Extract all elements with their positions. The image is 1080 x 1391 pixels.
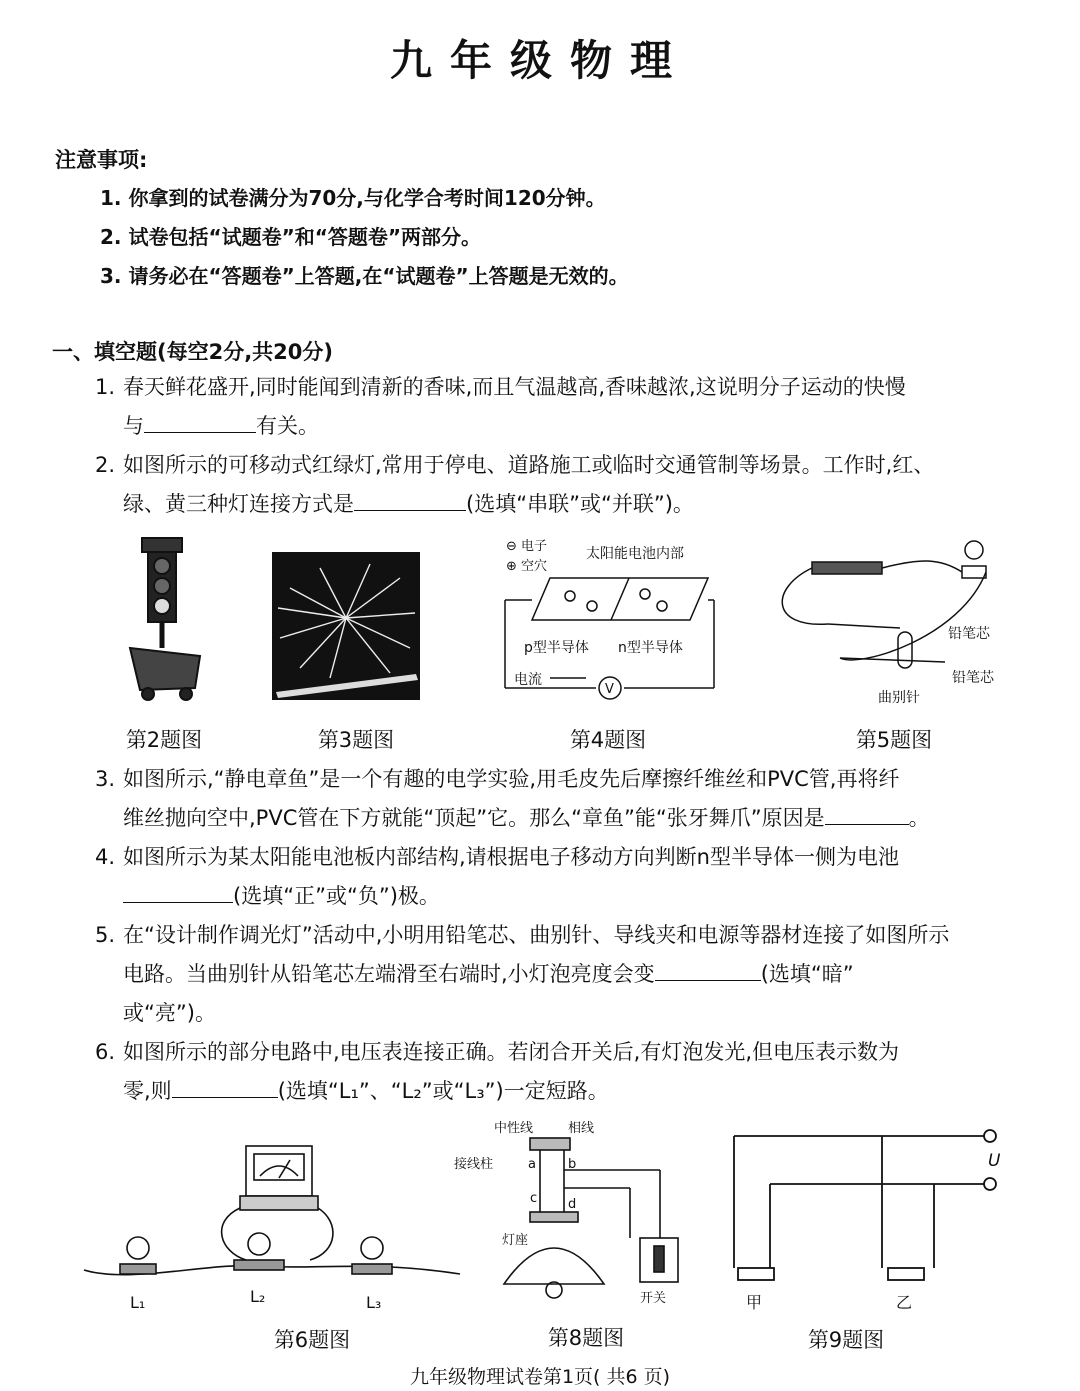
q6-line2a: 零,则 bbox=[123, 1079, 172, 1103]
solar-cell-figure bbox=[505, 538, 714, 699]
q6-answer-blank[interactable] bbox=[172, 1075, 278, 1098]
fig4-current-label: 电流 bbox=[514, 672, 542, 688]
question-6 bbox=[95, 1033, 1015, 1111]
fig8-switch-label: 开关 bbox=[640, 1291, 667, 1306]
q4-num: 4. bbox=[95, 845, 116, 869]
fig9-caption: 第9题图 bbox=[807, 1328, 885, 1352]
q5-answer-blank[interactable] bbox=[655, 958, 761, 981]
figures-row-2 bbox=[70, 1112, 1030, 1322]
parallel-loads-figure bbox=[734, 1130, 1001, 1312]
fig4-n-label: n型半导体 bbox=[618, 640, 683, 656]
fig4-inside-label: 太阳能电池内部 bbox=[586, 546, 684, 562]
q1-line2b: 有关。 bbox=[256, 414, 319, 438]
fig3-caption: 第3题图 bbox=[317, 728, 395, 752]
section-heading: 一、填空题(每空2分,共20分) bbox=[52, 340, 334, 364]
q2-num: 2. bbox=[95, 453, 116, 477]
q5-line2a: 电路。当曲别针从铅笔芯左端滑至右端时,小灯泡亮度会变 bbox=[123, 962, 655, 986]
q1-num: 1. bbox=[95, 375, 116, 399]
fig5-caption: 第5题图 bbox=[855, 728, 933, 752]
page-footer: 九年级物理试卷第1页( 共6 页) bbox=[409, 1366, 671, 1388]
fig9-jia-label: 甲 bbox=[746, 1293, 763, 1312]
fig8-terminal-label: 接线柱 bbox=[454, 1157, 494, 1172]
fig8-d-label: d bbox=[568, 1197, 577, 1212]
voltmeter-circuit-figure bbox=[84, 1146, 460, 1312]
fig9-yi-label: 乙 bbox=[896, 1293, 913, 1312]
dimmer-circuit-figure bbox=[782, 541, 995, 706]
fig8-a-label: a bbox=[528, 1157, 536, 1172]
question-5 bbox=[95, 916, 1015, 1033]
fig9-u-label: U bbox=[988, 1151, 1001, 1171]
fig4-hole-label: ⊕ 空穴 bbox=[506, 559, 548, 574]
q5-line1: 在“设计制作调光灯”活动中,小明用铅笔芯、曲别针、导线夹和电源等器材连接了如图所示 bbox=[123, 923, 950, 947]
page-title: 九年级物理 bbox=[389, 36, 690, 85]
fig8-c-label: c bbox=[530, 1191, 538, 1206]
note-item-1: 1. 你拿到的试卷满分为70分,与化学合考时间120分钟。 bbox=[100, 186, 606, 210]
question-4 bbox=[95, 838, 1015, 916]
q2-line2b: (选填“串联”或“并联”)。 bbox=[466, 492, 694, 516]
q2-answer-blank[interactable] bbox=[354, 488, 466, 511]
fig4-p-label: p型半导体 bbox=[524, 640, 589, 656]
note-item-2: 2. 试卷包括“试题卷”和“答题卷”两部分。 bbox=[100, 225, 482, 249]
q1-line1: 春天鲜花盛开,同时能闻到清新的香味,而且气温越高,香味越浓,这说明分子运动的快慢 bbox=[123, 375, 906, 399]
q2-line1: 如图所示的可移动式红绿灯,常用于停电、道路施工或临时交通管制等场景。工作时,红、 bbox=[123, 453, 935, 477]
fig2-caption: 第2题图 bbox=[125, 728, 203, 752]
fig8-neutral-label: 中性线 bbox=[494, 1121, 534, 1136]
fig6-caption: 第6题图 bbox=[273, 1328, 351, 1352]
fig4-meter-label: V bbox=[605, 682, 614, 697]
fig8-socket-label: 灯座 bbox=[502, 1233, 529, 1248]
notes-heading: 注意事项: bbox=[55, 148, 148, 172]
q3-line2b: 。 bbox=[908, 806, 930, 830]
q6-num: 6. bbox=[95, 1040, 116, 1064]
q5-num: 5. bbox=[95, 923, 116, 947]
traffic-light-figure bbox=[130, 538, 200, 700]
q1-line2a: 与 bbox=[123, 414, 144, 438]
fig6-l1-label: L₁ bbox=[130, 1293, 146, 1312]
note-item-3: 3. 请务必在“答题卷”上答题,在“试题卷”上答题是无效的。 bbox=[100, 264, 629, 288]
q4-line2b: (选填“正”或“负”)极。 bbox=[233, 884, 440, 908]
q6-line1: 如图所示的部分电路中,电压表连接正确。若闭合开关后,有灯泡发光,但电压表示数为 bbox=[123, 1040, 900, 1064]
q1-answer-blank[interactable] bbox=[144, 410, 256, 433]
q5-line3: 或“亮”)。 bbox=[123, 1001, 216, 1025]
figures-row-1 bbox=[100, 528, 1040, 718]
question-1 bbox=[95, 368, 1015, 446]
q4-answer-blank[interactable] bbox=[123, 880, 233, 903]
question-2 bbox=[95, 446, 1015, 524]
q4-line1: 如图所示为某太阳能电池板内部结构,请根据电子移动方向判断n型半导体一侧为电池 bbox=[123, 845, 899, 869]
static-octopus-figure bbox=[272, 552, 420, 700]
fig4-caption: 第4题图 bbox=[569, 728, 647, 752]
fig5-lead2-label: 铅笔芯 bbox=[952, 670, 994, 686]
q3-num: 3. bbox=[95, 767, 116, 791]
fig8-live-label: 相线 bbox=[568, 1121, 595, 1136]
fig5-lead1-label: 铅笔芯 bbox=[948, 626, 990, 642]
fig6-l3-label: L₃ bbox=[366, 1293, 382, 1312]
fig8-b-label: b bbox=[568, 1157, 577, 1172]
fig5-clip-label: 曲别针 bbox=[878, 690, 920, 706]
fig8-caption: 第8题图 bbox=[547, 1326, 625, 1350]
question-3 bbox=[95, 760, 1015, 838]
q3-line1: 如图所示,“静电章鱼”是一个有趣的电学实验,用毛皮先后摩擦纤维丝和PVC管,再将纤 bbox=[123, 767, 900, 791]
q6-line2b: (选填“L₁”、“L₂”或“L₃”)一定短路。 bbox=[277, 1079, 609, 1103]
q2-line2a: 绿、黄三种灯连接方式是 bbox=[123, 492, 354, 516]
fig4-electron-label: ⊖ 电子 bbox=[506, 539, 548, 554]
q5-line2b: (选填“暗” bbox=[760, 962, 854, 986]
q3-answer-blank[interactable] bbox=[825, 802, 909, 825]
q3-line2a: 维丝抛向空中,PVC管在下方就能“顶起”它。那么“章鱼”能“张牙舞爪”原因是 bbox=[123, 806, 825, 830]
lamp-wiring-figure bbox=[454, 1120, 678, 1306]
fig6-l2-label: L₂ bbox=[250, 1287, 266, 1306]
